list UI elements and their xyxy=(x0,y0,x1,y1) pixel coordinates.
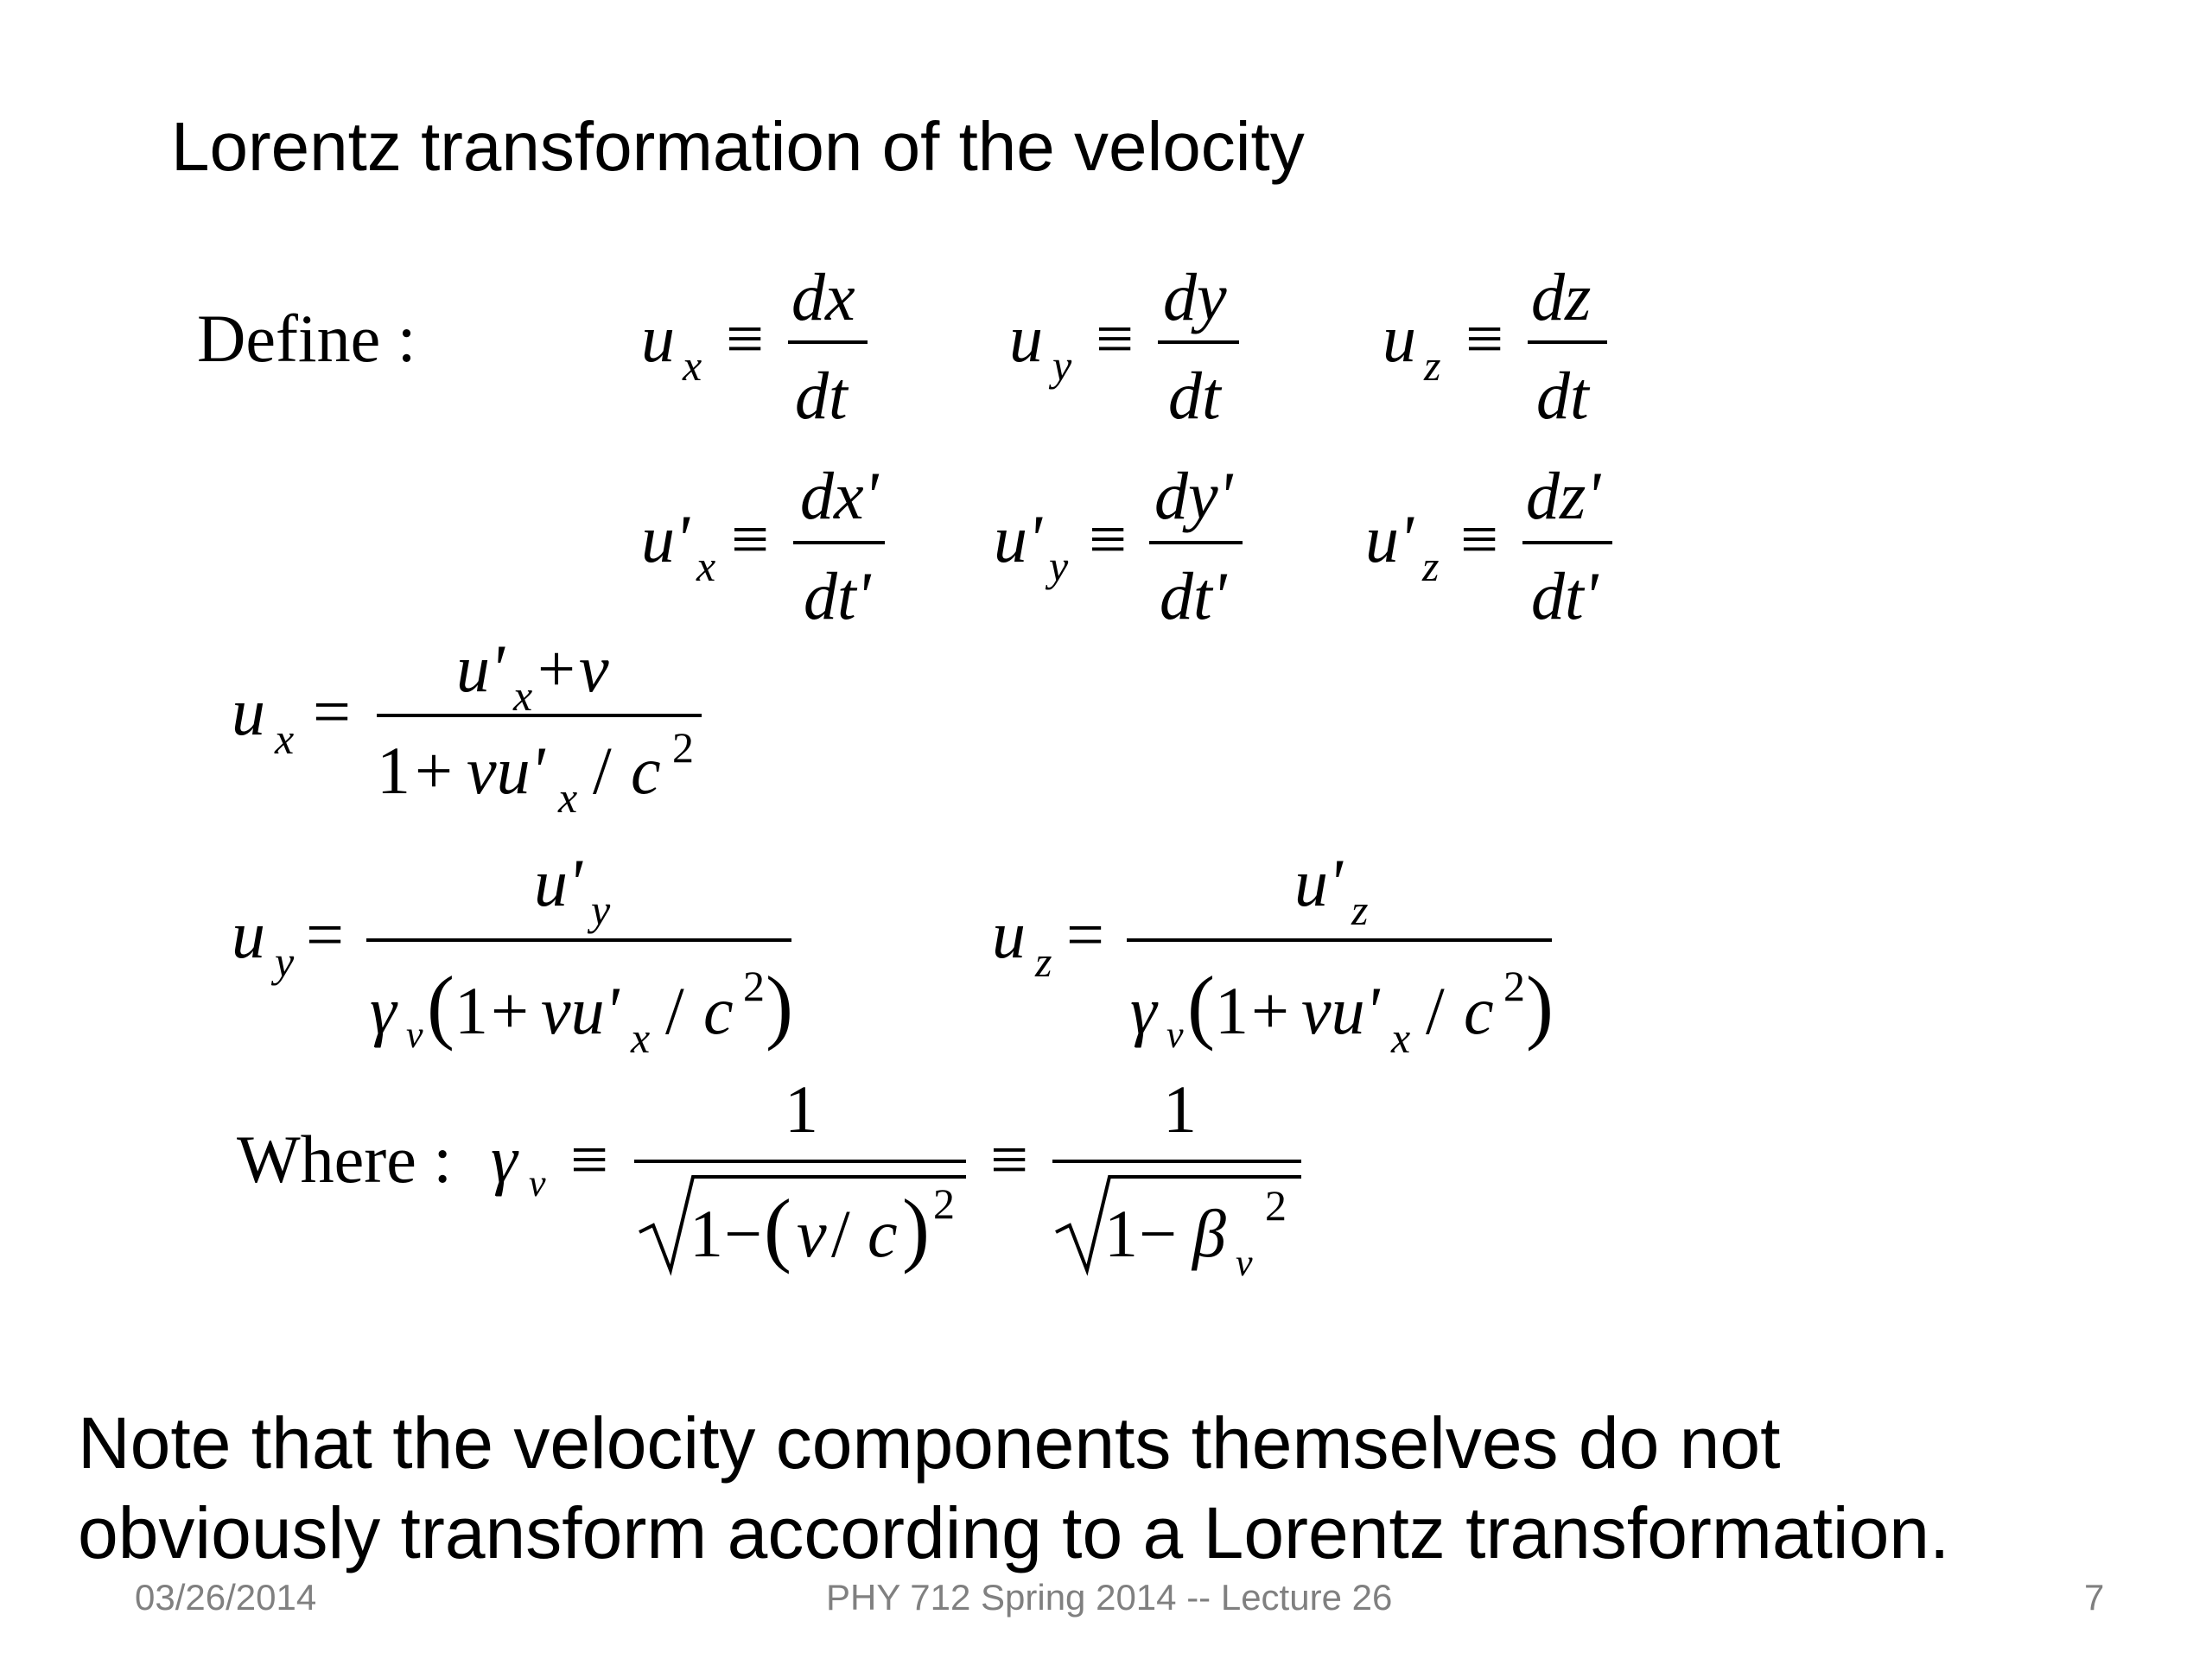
footer-date: 03/26/2014 xyxy=(135,1577,317,1618)
eq-uy-transform xyxy=(232,845,793,1062)
svg-text:v: v xyxy=(529,1162,546,1205)
svg-text:dz: dz xyxy=(1531,259,1592,334)
svg-text:dy: dy xyxy=(1163,259,1227,334)
svg-text:v: v xyxy=(797,1196,827,1271)
svg-text:≡: ≡ xyxy=(1096,301,1134,376)
svg-text:2: 2 xyxy=(1503,962,1525,1010)
svg-text:2: 2 xyxy=(743,962,765,1010)
svg-text:/: / xyxy=(1426,973,1445,1048)
eq-uz-def xyxy=(1382,259,1607,433)
svg-text:dy': dy' xyxy=(1154,458,1233,533)
svg-text:z: z xyxy=(1422,542,1440,590)
svg-text:vu': vu' xyxy=(467,733,545,808)
svg-text:u: u xyxy=(1382,301,1416,376)
svg-text:dt': dt' xyxy=(804,558,871,633)
svg-text:1: 1 xyxy=(377,733,410,808)
slide-title: Lorentz transformation of the velocity xyxy=(171,108,1305,185)
svg-text:z: z xyxy=(1424,341,1441,390)
eq-gamma-def xyxy=(491,1071,1301,1284)
svg-text:+: + xyxy=(415,733,453,808)
eq-uy-def xyxy=(1009,259,1239,433)
svg-text:y: y xyxy=(275,938,295,986)
svg-text:(: ( xyxy=(1187,959,1215,1052)
svg-text:u': u' xyxy=(1365,501,1414,576)
note-text xyxy=(78,1398,1949,1578)
svg-text:=: = xyxy=(306,897,344,972)
svg-text:vu': vu' xyxy=(1301,973,1380,1048)
svg-text:dt': dt' xyxy=(1160,558,1227,633)
svg-text:): ) xyxy=(766,959,793,1052)
svg-text:z: z xyxy=(1351,886,1369,934)
svg-text:≡: ≡ xyxy=(731,501,769,576)
svg-text:2: 2 xyxy=(1265,1181,1287,1230)
svg-text:v: v xyxy=(579,631,609,706)
svg-text:c: c xyxy=(868,1196,898,1271)
svg-text:c: c xyxy=(1464,973,1494,1048)
svg-text:(: ( xyxy=(764,1182,791,1274)
eq-ux-transform xyxy=(232,631,702,822)
svg-text:x: x xyxy=(275,715,295,763)
svg-text:u: u xyxy=(232,897,265,972)
svg-text:≡: ≡ xyxy=(1089,501,1127,576)
svg-text:dt: dt xyxy=(1168,358,1221,433)
svg-text:u': u' xyxy=(456,631,505,706)
svg-text:=: = xyxy=(313,674,351,749)
eq-uxp-def xyxy=(641,458,885,633)
svg-text:/: / xyxy=(665,973,684,1048)
footer-page-number: 7 xyxy=(2084,1577,2105,1618)
svg-text:/: / xyxy=(831,1196,850,1271)
note-line-1: Note that the velocity components themselves do not xyxy=(78,1402,1781,1484)
eq-uz-transform xyxy=(992,845,1554,1062)
svg-text:x: x xyxy=(631,1014,651,1062)
svg-text:≡: ≡ xyxy=(726,301,764,376)
svg-text:dt: dt xyxy=(795,358,848,433)
svg-text:+: + xyxy=(491,973,529,1048)
svg-text:dx: dx xyxy=(791,259,855,334)
svg-text:u': u' xyxy=(1294,845,1343,920)
svg-text:u': u' xyxy=(534,845,582,920)
svg-text:+: + xyxy=(537,631,575,706)
eq-uzp-def xyxy=(1365,458,1612,633)
svg-text:): ) xyxy=(1526,959,1554,1052)
svg-text:γ: γ xyxy=(1130,973,1157,1048)
svg-text:=: = xyxy=(1066,897,1104,972)
svg-text:y: y xyxy=(1052,341,1072,390)
svg-text:v: v xyxy=(406,1014,423,1056)
svg-text:2: 2 xyxy=(672,723,694,772)
svg-text:v: v xyxy=(1166,1014,1184,1056)
footer-course: PHY 712 Spring 2014 -- Lecture 26 xyxy=(826,1577,1393,1618)
svg-text:≡: ≡ xyxy=(990,1122,1028,1197)
svg-text:y: y xyxy=(1049,542,1069,590)
svg-text:x: x xyxy=(683,341,702,390)
svg-text:γ: γ xyxy=(491,1122,518,1197)
svg-text:1: 1 xyxy=(1215,973,1249,1048)
svg-text:c: c xyxy=(703,973,734,1048)
svg-text:β: β xyxy=(1192,1196,1226,1271)
note-line-2: obviously transform according to a Lorentz transformation. xyxy=(78,1492,1950,1573)
svg-text:): ) xyxy=(902,1182,930,1274)
svg-text:≡: ≡ xyxy=(1465,301,1503,376)
svg-text:γ: γ xyxy=(370,973,397,1048)
svg-text:u: u xyxy=(641,301,675,376)
svg-text:c: c xyxy=(631,733,661,808)
svg-text:u: u xyxy=(232,674,265,749)
svg-text:v: v xyxy=(1236,1242,1253,1284)
svg-text:≡: ≡ xyxy=(570,1122,608,1197)
define-label: Define : xyxy=(197,301,416,376)
svg-text:−: − xyxy=(1139,1196,1177,1271)
svg-text:x: x xyxy=(558,773,578,822)
where-label: Where : xyxy=(237,1122,453,1197)
svg-text:1: 1 xyxy=(785,1071,818,1147)
svg-text:u: u xyxy=(992,897,1026,972)
svg-text:1: 1 xyxy=(1163,1071,1197,1147)
svg-text:u': u' xyxy=(641,501,690,576)
eq-ux-def xyxy=(641,259,868,433)
svg-text:z: z xyxy=(1035,938,1052,986)
svg-text:1: 1 xyxy=(1104,1196,1138,1271)
svg-text:−: − xyxy=(724,1196,762,1271)
svg-text:/: / xyxy=(593,733,612,808)
svg-text:dx': dx' xyxy=(800,458,879,533)
svg-text:1: 1 xyxy=(690,1196,723,1271)
svg-text:x: x xyxy=(696,542,716,590)
svg-text:1: 1 xyxy=(454,973,488,1048)
svg-text:dt: dt xyxy=(1536,358,1589,433)
svg-text:≡: ≡ xyxy=(1460,501,1498,576)
eq-uyp-def xyxy=(994,458,1243,633)
svg-text:x: x xyxy=(513,671,533,720)
svg-text:y: y xyxy=(591,886,611,934)
svg-text:u: u xyxy=(1009,301,1043,376)
svg-text:vu': vu' xyxy=(541,973,620,1048)
svg-text:dt': dt' xyxy=(1531,558,1599,633)
svg-text:2: 2 xyxy=(933,1179,955,1228)
svg-text:x: x xyxy=(1391,1014,1411,1062)
svg-text:u': u' xyxy=(994,501,1042,576)
svg-text:+: + xyxy=(1251,973,1289,1048)
svg-text:dz': dz' xyxy=(1526,458,1601,533)
svg-text:(: ( xyxy=(427,959,454,1052)
